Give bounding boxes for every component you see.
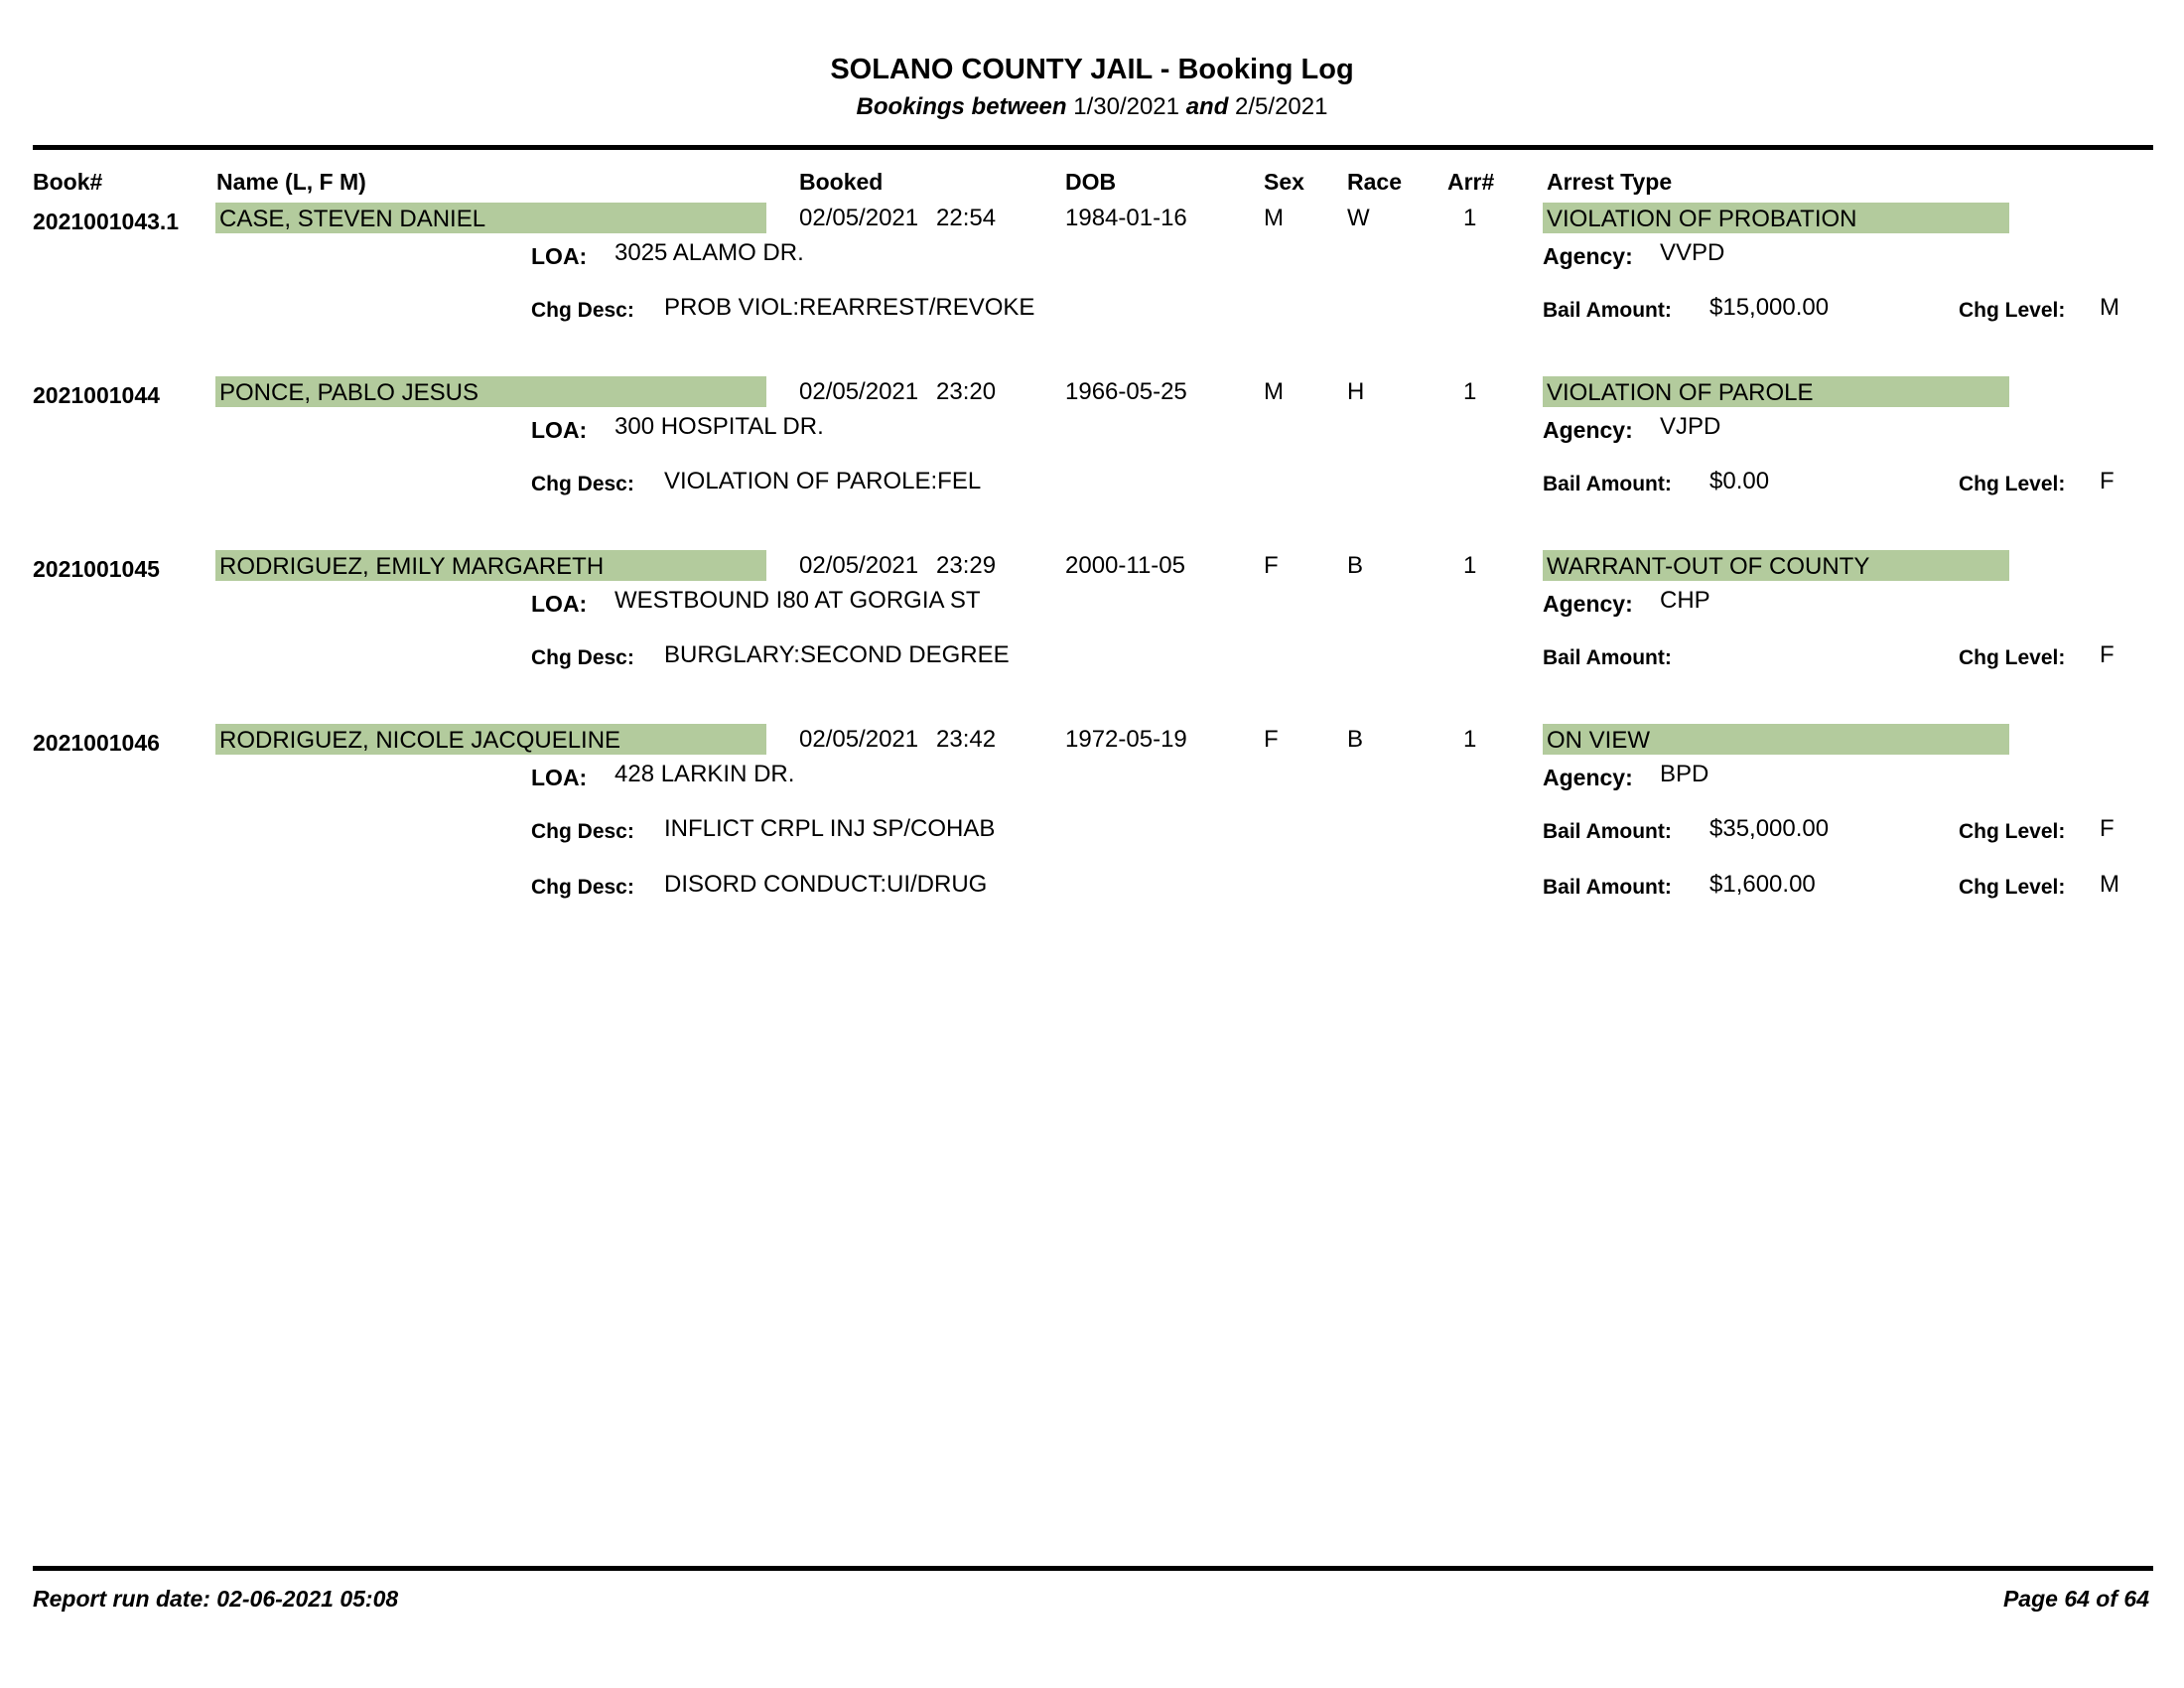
loa-label: LOA: [531, 591, 588, 617]
column-header-sex: Sex [1264, 169, 1304, 195]
chg-desc-label: Chg Desc: [531, 876, 634, 899]
arrest-count: 1 [1463, 552, 1477, 579]
footer-divider [33, 1566, 2153, 1571]
charge-description: DISORD CONDUCT:UI/DRUG [664, 871, 988, 898]
loa-address: 428 LARKIN DR. [614, 761, 795, 787]
bail-amount: $0.00 [1709, 468, 1770, 494]
loa-label: LOA: [531, 417, 588, 443]
inmate-name: CASE, STEVEN DANIEL [215, 203, 766, 233]
date-of-birth: 1966-05-25 [1065, 378, 1187, 405]
bail-amount-label: Bail Amount: [1543, 473, 1672, 495]
chg-level-label: Chg Level: [1959, 820, 2066, 843]
report-run-date: Report run date: 02-06-2021 05:08 [33, 1586, 399, 1612]
chg-desc-label: Chg Desc: [531, 473, 634, 495]
page-number: Page 64 of 64 [2002, 1586, 2149, 1612]
loa-address: WESTBOUND I80 AT GORGIA ST [614, 587, 981, 614]
chg-desc-label: Chg Desc: [531, 820, 634, 843]
charge-line [0, 641, 2184, 681]
bail-amount-label: Bail Amount: [1543, 646, 1672, 669]
charge-line [0, 871, 2184, 911]
agency-label: Agency: [1543, 417, 1633, 443]
report-subtitle [0, 93, 2184, 121]
loa-label: LOA: [531, 765, 588, 790]
arrest-type: VIOLATION OF PROBATION [1543, 203, 2009, 233]
arrest-count: 1 [1463, 726, 1477, 753]
race: W [1347, 205, 1370, 231]
charge-level: F [2100, 815, 2115, 842]
race: B [1347, 552, 1364, 579]
inmate-name: PONCE, PABLO JESUS [215, 376, 766, 407]
date-of-birth: 1984-01-16 [1065, 205, 1187, 231]
date-of-birth: 2000-11-05 [1065, 552, 1185, 579]
charge-description: VIOLATION OF PAROLE:FEL [664, 468, 982, 494]
agency-label: Agency: [1543, 765, 1633, 790]
chg-level-label: Chg Level: [1959, 299, 2066, 322]
agency: BPD [1660, 761, 1709, 787]
race: B [1347, 726, 1364, 753]
sex: F [1264, 726, 1279, 753]
chg-level-label: Chg Level: [1959, 876, 2066, 899]
booking-record [0, 546, 2184, 717]
charge-level: M [2100, 294, 2119, 321]
arrest-count: 1 [1463, 378, 1477, 405]
bail-amount-label: Bail Amount: [1543, 876, 1672, 899]
column-header-arrest-type: Arrest Type [1547, 169, 1673, 195]
charge-description: PROB VIOL:REARREST/REVOKE [664, 294, 1035, 321]
book-number: 2021001043.1 [33, 209, 180, 234]
date-of-birth: 1972-05-19 [1065, 726, 1187, 753]
bail-amount-label: Bail Amount: [1543, 820, 1672, 843]
chg-desc-label: Chg Desc: [531, 646, 634, 669]
charge-line [0, 294, 2184, 334]
loa-label: LOA: [531, 243, 588, 269]
loa-address: 3025 ALAMO DR. [614, 239, 804, 266]
booked-time: 23:42 [936, 726, 997, 753]
race: H [1347, 378, 1365, 405]
subtitle-prefix: Bookings between [856, 93, 1067, 120]
chg-level-label: Chg Level: [1959, 473, 2066, 495]
book-number: 2021001046 [33, 730, 160, 756]
booking-record [0, 720, 2184, 899]
bail-amount: $15,000.00 [1709, 294, 1830, 321]
arrest-count: 1 [1463, 205, 1477, 231]
sex: M [1264, 378, 1284, 405]
column-header-name: Name (L, F M) [216, 169, 366, 195]
booked-date: 02/05/2021 [799, 205, 919, 231]
chg-level-label: Chg Level: [1959, 646, 2066, 669]
report-title: SOLANO COUNTY JAIL - Booking Log [830, 54, 1354, 85]
end-date: 2/5/2021 [1235, 93, 1328, 120]
column-header-dob: DOB [1065, 169, 1117, 195]
book-number: 2021001045 [33, 556, 160, 582]
agency: CHP [1660, 587, 1710, 614]
bail-amount: $35,000.00 [1709, 815, 1830, 842]
column-header-booked: Booked [799, 169, 884, 195]
bail-amount-label: Bail Amount: [1543, 299, 1672, 322]
inmate-name: RODRIGUEZ, NICOLE JACQUELINE [215, 724, 766, 755]
booked-date: 02/05/2021 [799, 378, 919, 405]
charge-level: M [2100, 871, 2119, 898]
charge-line [0, 468, 2184, 507]
agency-label: Agency: [1543, 243, 1633, 269]
column-header-arr: Arr# [1447, 169, 1495, 195]
agency: VJPD [1660, 413, 1721, 440]
arrest-type: ON VIEW [1543, 724, 2009, 755]
book-number: 2021001044 [33, 382, 160, 408]
column-header-race: Race [1347, 169, 1402, 195]
chg-desc-label: Chg Desc: [531, 299, 634, 322]
agency: VVPD [1660, 239, 1725, 266]
charge-level: F [2100, 641, 2115, 668]
booking-record [0, 372, 2184, 543]
subtitle-joiner: and [1185, 93, 1229, 120]
arrest-type: WARRANT-OUT OF COUNTY [1543, 550, 2009, 581]
arrest-type: VIOLATION OF PAROLE [1543, 376, 2009, 407]
sex: F [1264, 552, 1279, 579]
header-divider [33, 145, 2153, 150]
charge-level: F [2100, 468, 2115, 494]
booked-time: 23:29 [936, 552, 997, 579]
agency-label: Agency: [1543, 591, 1633, 617]
booked-time: 22:54 [936, 205, 997, 231]
bail-amount: $1,600.00 [1709, 871, 1816, 898]
booked-date: 02/05/2021 [799, 726, 919, 753]
column-header-book: Book# [33, 169, 103, 195]
sex: M [1264, 205, 1284, 231]
loa-address: 300 HOSPITAL DR. [614, 413, 824, 440]
charge-description: INFLICT CRPL INJ SP/COHAB [664, 815, 996, 842]
booked-date: 02/05/2021 [799, 552, 919, 579]
charge-line [0, 815, 2184, 855]
start-date: 1/30/2021 [1073, 93, 1180, 120]
charge-description: BURGLARY:SECOND DEGREE [664, 641, 1010, 668]
inmate-name: RODRIGUEZ, EMILY MARGARETH [215, 550, 766, 581]
booking-record [0, 199, 2184, 369]
booked-time: 23:20 [936, 378, 997, 405]
